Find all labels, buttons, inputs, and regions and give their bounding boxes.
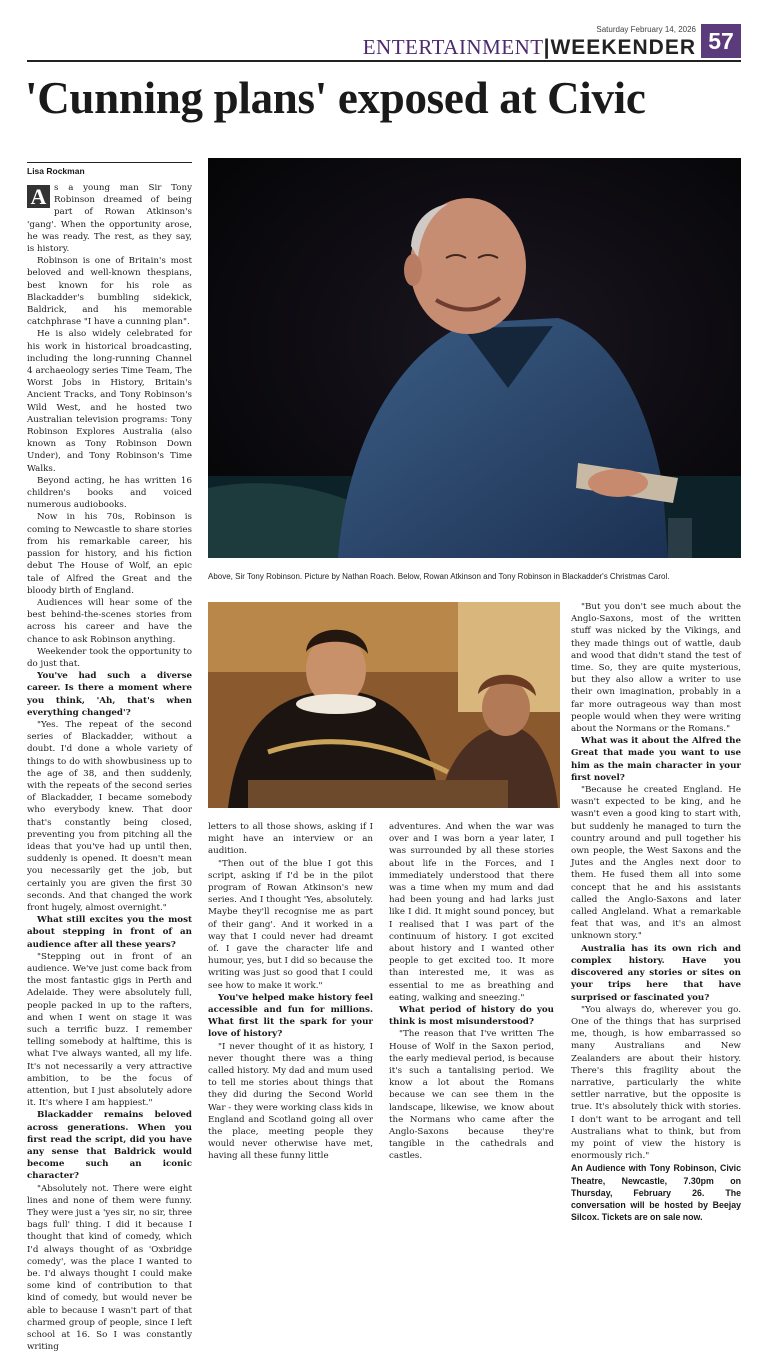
- paragraph: Weekender took the opportunity to do just that.: [27, 646, 192, 669]
- article-column-2: [208, 821, 373, 1163]
- paragraph: Audiences will hear some of the best behind-the-scenes stories from across his career and have the chance to ask Robinson anything.: [27, 597, 192, 645]
- question: You've had such a diverse career. Is there a moment where you think, 'Ah, that's when everything changed'?: [27, 671, 192, 718]
- question: What still excites you the most about stepping in front of an audience after all these years?: [27, 915, 192, 950]
- paragraph: "Absolutely not. There were eight lines and none of them were funny. They were just a 'yes sir, no sir, three bags full' thing. I did it because I thought that kind of comedy, which I'd always thought of as 'Oxbridge comedy', was the place I wanted to be. I'd always thought I could make some kind of contribution to that kind of comedy, but would never be able to because I wasn't part of that charmed group of people, since I left school at 16. So I was constantly writing: [27, 1183, 192, 1353]
- paragraph: He is also widely celebrated for his work in historical broadcasting, including the long-running Channel 4 archaeology series Time Team, The Worst Jobs in History, Britain's Ancient Tracks, and Tony Robinson's Wild West, and he hosted two Australian television programs: Tony Robinson Explores Australia (also known as Tony Robinson Down Under), and Tony Robinson's Time Walks.: [27, 329, 192, 474]
- paragraph: letters to all those shows, asking if I might have an interview or an audition.: [208, 822, 373, 857]
- paragraph: "Then out of the blue I got this script, asking if I'd be in the pilot program of Rowan Atkinson's new series. And I thought 'Yes, absolutely. Maybe they'll recognise me as part of their gang'. And it worked in a way that I could never had dreamt of. I gave the character life and humour, yes, but I did so because the writing was just so good that I could see how to make it work.": [208, 858, 373, 991]
- question: You've helped make history feel accessible and fun for millions. What first lit the spark for your love of history?: [208, 992, 373, 1040]
- section-sub: WEEKENDER: [550, 36, 696, 59]
- paragraph: Beyond acting, he has written 16 children's books and voiced numerous audiobooks.: [27, 475, 192, 511]
- paragraph: "Yes. The repeat of the second series of Blackadder, without a doubt. I'd done a whole variety of things to do with showbusiness up to the age of 38, and then suddenly, with the repeats of the second series of Blackadder, I became somebody who everybody knew. That door that's constantly being closed, preventing you from pitching all the ideas that you've had up until then, suddenly is opened. It doesn't mean you necessarily get the job, but certainly you are given the first 30 seconds. And that changed the work front hugely, almost overnight.": [27, 719, 192, 913]
- paragraph: Now in his 70s, Robinson is coming to Newcastle to share stories from his remarkable career, his passion for history, and his fiction debut The House of Wolf, an epic tale of Alfred the Great and the bloody birth of England.: [27, 512, 192, 596]
- article-column-1: [27, 182, 192, 1354]
- masthead-rule: [27, 60, 741, 62]
- drop-cap: A: [27, 185, 50, 208]
- paragraph: "I never thought of it as history, I never thought there was a thing called history. My dad and mum used to tell me stories about things that they did during the Second World War - they were working class kids in England and Scotland going all over the place, meeting people they would never otherwise have met, having all these funny little: [208, 1041, 373, 1162]
- paragraph: s a young man Sir Tony Robinson dreamed of being part of Rowan Atkinson's 'gang'. When the opportunity arose, he was ready. The rest, as they say, is history.: [27, 183, 192, 255]
- paragraph: "You always do, wherever you go. One of the things that has surprised me, though, is how embarrassed so many Australians and New Zealanders are about their history. There's this fragility about the narrative, particularly the white settler narrative, but the opposite is true. It's absolutely thick with stories. I don't want to be arrogant and tell Australians what to think, but from my point of view the history is enormously rich.": [571, 1004, 741, 1162]
- paragraph: "The reason that I've written The House of Wolf in the Saxon period, the early medieval period, is because it's such a tantalising period. We know a lot about the Romans because we can see them in the landscape, likewise, we know about the Normans who came after the Anglo-Saxons because they're tangible in the cathedrals and castles.: [389, 1029, 554, 1162]
- main-photo-tony-robinson: [208, 158, 741, 558]
- article-column-4: [571, 601, 741, 1223]
- headline: 'Cunning plans' exposed at Civic: [25, 73, 646, 123]
- paragraph: "But you don't see much about the Anglo-Saxons, most of the written stuff was nicked by the Vikings, and they made things out of wattle, daub and wood that didn't stand the test of time. So, they are quite mysterious, but they also allow a writer to use their own imagination, probably in a far more outrageous way than most people would when they were writing about the Normans or the Romans.": [571, 602, 741, 735]
- paragraph: Robinson is one of Britain's most beloved and well-known thespians, best known for his role as Blackadder's bumbling sidekick, Baldrick, and his memorable catchphrase "I have a cunning plan".: [27, 256, 192, 328]
- page-number: 57: [701, 24, 741, 58]
- blackadder-scene-illustration: [208, 602, 560, 808]
- paragraph: adventures. And when the war was over and I was born a year later, I was surrounded by all these stories about life in the Forces, and I immediately understood that there was a time when my mum and dad had been young and had larks just like I did. It might sound poncey, but I realised that I was part of the continuum of history. I got excited about history and I wanted other people to get excited too. It more than interested me, it was as essential to me as breathing and eating, walking and sneezing.": [389, 822, 554, 1003]
- paragraph: "Stepping out in front of an audience. We've just come back from the most fantastic gigs in Perth and Adelaide. They were absolutely full, people packed in up to the rafters, and when I went on stage it was such a terrific buzz. I remember telling somebody at halftime, this is what I've always wanted, all my life. It's not necessarily a very attractive ambition, to be the focus of attention, but I just absolutely adore it. It's where I am happiest.": [27, 951, 192, 1109]
- question: Blackadder remains beloved across generations. When you first read the script, did you have any sense that Baldrick would become such an iconic character?: [27, 1110, 192, 1182]
- section-separator: |: [543, 36, 551, 59]
- event-info: An Audience with Tony Robinson, Civic Theatre, Newcastle, 7.30pm on Thursday, February 26. The conversation will be hosted by Beejay Silcox. Tickets are on sale now.: [571, 1163, 741, 1223]
- byline: Lisa Rockman: [27, 162, 192, 176]
- paragraph: "Because he created England. He wasn't expected to be king, and he wasn't even a good king to start with, but suddenly he managed to turn the country around and pull together his own people, the West Saxons and the Jutes and the Angles next door to them. He fused them all into some concept that he and his assistants called the Anglo-Saxons and later called Angleland. What a remarkable feat that was, and it's an almost unknown story.": [571, 785, 741, 942]
- question: Australia has its own rich and complex history. Have you discovered any stories or sites on your trips here that have surprised or fascinated you?: [571, 943, 741, 1003]
- section-name: ENTERTAINMENT: [362, 35, 544, 59]
- masthead: [27, 24, 741, 60]
- photo-caption: Above, Sir Tony Robinson. Picture by Nathan Roach. Below, Rowan Atkinson and Tony Robinson in Blackadder's Christmas Carol.: [208, 572, 670, 581]
- blackadder-photo: [208, 602, 560, 808]
- issue-date: Saturday February 14, 2026: [596, 25, 696, 34]
- question: What period of history do you think is most misunderstood?: [389, 1005, 554, 1028]
- portrait-illustration: [208, 158, 741, 558]
- question: What was it about the Alfred the Great that made you want to use him as the main character in your first novel?: [571, 736, 741, 783]
- section-title: [363, 35, 696, 60]
- article-column-3: [389, 821, 554, 1163]
